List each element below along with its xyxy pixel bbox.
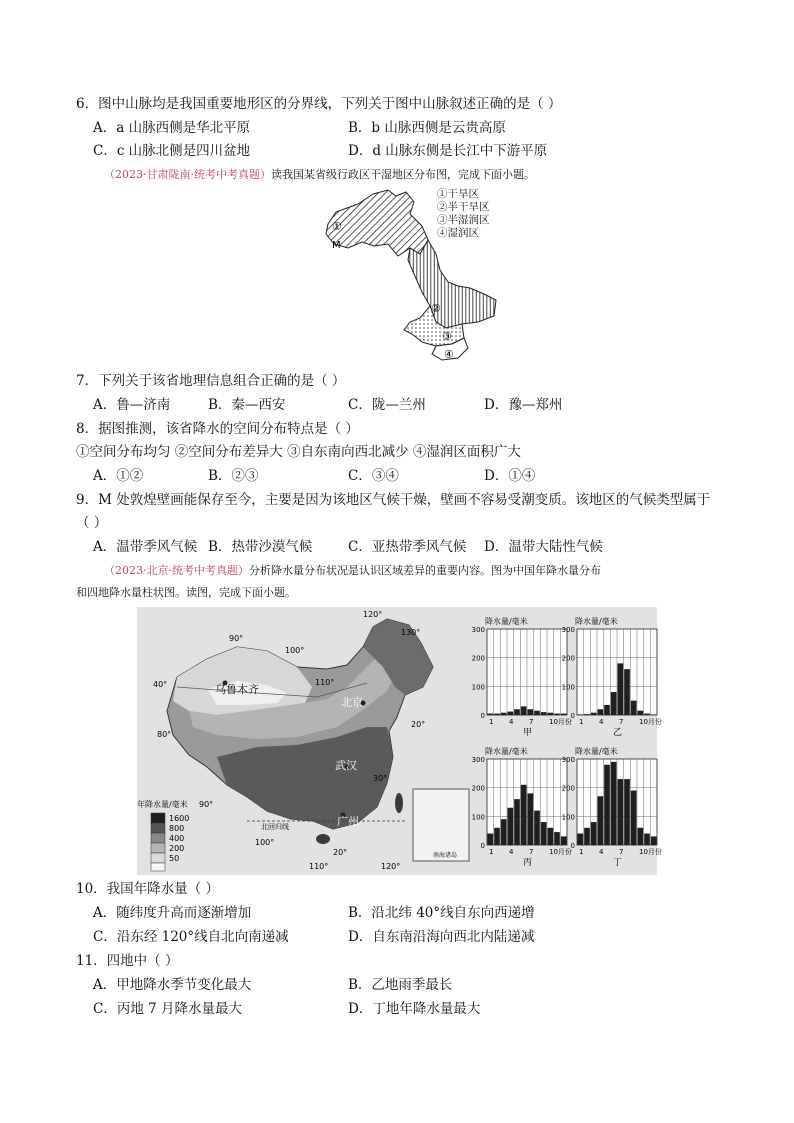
chart-ytick: 300 [561,756,575,764]
chart-bar [548,828,554,845]
label-m: M [332,240,341,251]
q10-option-b[interactable]: B．沿北纬 40°线自东向西递增 [348,905,535,921]
chart-bar [554,832,560,845]
q8-option-a[interactable]: A．①② [93,468,144,484]
q11-stem: 11．四地中（ ） [76,953,179,969]
chart-name: 丁 [613,858,623,868]
chart-bar [591,822,597,845]
legend-200: 200 [169,844,185,853]
q10-stem: 10．我国年降水量（ ） [76,881,219,897]
chart-xtick: 7 [619,718,624,726]
chart-xtick: 4 [599,718,604,726]
chart-bar [494,828,500,845]
legend-arid: ①干旱区 [437,188,479,200]
lon-110-mid: 110° [315,678,335,687]
chart-bar [548,713,554,715]
lon-120-bottom: 120° [381,862,401,871]
q7-stem: 7．下列关于该省地理信息组合正确的是（ ） [76,373,346,389]
chart-ylabel: 降水量/毫米 [485,617,528,626]
q7-option-d[interactable]: D．豫—郑州 [484,397,563,413]
q6-stem: 6．图中山脉均是我国重要地形区的分界线，下列关于图中山脉叙述正确的是（ ） [76,96,562,112]
q6-option-c[interactable]: C．c 山脉北侧是四川盆地 [93,143,251,159]
q11-option-c[interactable]: C．丙地 7 月降水量最大 [93,1001,243,1017]
chart-bar [528,793,534,845]
chart-bar [638,828,644,845]
chart-ytick: 0 [570,842,575,850]
q7-option-b[interactable]: B．秦—西安 [208,397,286,413]
source-note-1 [104,167,535,183]
source-tag: （2023·北京·统考中考真题） [104,564,249,577]
chart-bar [611,692,617,715]
chart-ytick: 0 [570,712,575,720]
chart-name: 甲 [523,728,533,738]
legend-semi-humid: ③半湿润区 [437,214,490,226]
legend-humid: ④湿润区 [437,227,479,239]
q6-option-b[interactable]: B．b 山脉西侧是云贵高原 [348,120,506,136]
legend-800: 800 [169,824,185,833]
chart-bar [584,828,590,845]
chart-bar [508,808,514,845]
lon-130-top: 130° [401,628,421,637]
q7-option-c[interactable]: C．陇—兰州 [348,397,426,413]
q8-items: ①空间分布均匀 ②空间分布差异大 ③自东南向西北减少 ④湿润区面积广大 [76,444,521,460]
chart-ylabel: 降水量/毫米 [575,617,618,626]
chart-bar [501,713,507,715]
precip-legend-title: 年降水量/毫米 [137,800,188,809]
chart-ytick: 100 [471,813,485,822]
chart-bar [624,779,630,845]
chart-bar [651,836,657,845]
q10-option-c[interactable]: C．沿东经 120°线自北向南递减 [93,929,289,945]
chart-name: 乙 [613,728,623,738]
chart-bar [514,799,520,845]
lon-110-bottom: 110° [309,862,329,871]
chart-bar [521,706,527,715]
legend-50: 50 [169,854,180,863]
chart-bar [554,714,560,715]
chart-ylabel: 降水量/毫米 [485,747,528,756]
q6-option-a[interactable]: A．a 山脉西侧是华北平原 [93,120,251,136]
chart-bar [561,836,567,845]
chart-bar [488,834,494,845]
chart-ytick: 300 [561,626,575,634]
lon-120-top: 120° [363,610,383,619]
chart-bar [541,822,547,845]
q9-option-a[interactable]: A．温带季风气候 [93,539,198,555]
chart-bar [584,714,590,715]
chart-bar [541,712,547,715]
chart-bar [534,711,540,715]
chart-ytick: 100 [561,813,575,822]
q8-option-d[interactable]: D．①④ [484,468,536,484]
chart-bar [604,705,610,715]
chart-bar [514,709,520,715]
lon-100-top: 100° [285,646,305,655]
q8-option-c[interactable]: C．③④ [348,468,399,484]
chart-bar [644,834,650,845]
chart-ytick: 200 [561,784,575,793]
south-china-sea-inset [413,789,469,861]
city-guangzhou: 广州 [337,815,359,828]
chart-bar [578,714,584,715]
chart-ytick: 0 [480,842,485,850]
chart-bar [501,819,507,845]
chart-bar [598,709,604,715]
source-text: 读我国某省级行政区干湿地区分布图，完成下面小题。 [271,168,535,181]
chart-xtick: 7 [619,848,624,856]
chart-bar [561,714,567,715]
source-note-2 [104,563,601,579]
source-text: 分析降水量分布状况是认识区域差异的重要内容。图为中国年降水量分布 [249,564,601,577]
china-map-svg [137,607,662,875]
chart-bar [578,834,584,845]
lat-30: 30° [373,774,388,783]
chart-ytick: 0 [480,712,485,720]
q7-option-a[interactable]: A．鲁—济南 [93,397,171,413]
q10-option-d[interactable]: D．自东南沿海向西北内陆递减 [348,929,535,945]
lat-20a: 20° [411,720,426,729]
chart-xtick: 4 [599,848,604,856]
q6-option-d[interactable]: D．d 山脉东侧是长江中下游平原 [348,143,548,159]
chart-bar [604,765,610,845]
region-2-label: ② [431,302,441,315]
source-tag: （2023·甘肃陇南·统考中考真题） [104,168,271,181]
chart-xtick: 1 [489,848,494,856]
chart-xtick: 4 [509,848,514,856]
chart-bar [631,791,637,845]
city-wuhan: 武汉 [335,759,357,772]
chart-bar [638,711,644,715]
semi-arid-region [408,240,496,328]
chart-xtick: 1 [579,718,584,726]
chart-bar [618,663,624,715]
legend-semi-arid: ②半干旱区 [437,201,490,213]
chart-bar [591,713,597,715]
legend-400: 400 [169,834,185,843]
chart-bar [651,714,657,715]
q11-option-b[interactable]: B．乙地雨季最长 [348,977,453,993]
city-beijing: 北京 [341,696,363,709]
chart-bar [528,709,534,715]
lon-90-bottom: 90° [199,800,214,809]
chart-xtick: 10月份 [549,718,572,726]
chart-ytick: 300 [471,626,485,634]
region-1-label: ① [332,220,342,233]
q10-option-a[interactable]: A．随纬度升高而逐渐增加 [93,905,252,921]
lon-90-top: 90° [229,634,244,643]
lat-40: 40° [153,680,168,689]
china-precipitation-figure [137,607,662,875]
q9-stem-cont: （ ） [76,515,108,531]
chart-bar [618,779,624,845]
q11-option-a[interactable]: A．甲地降水季节变化最大 [93,977,252,993]
q11-option-d[interactable]: D．丁地年降水量最大 [348,1001,481,1017]
q9-stem: 9．M 处敦煌壁画能保存至今，主要是因为该地区气候干燥，壁画不容易受潮变质。该地区的气候类型属于 [76,492,711,508]
chart-ytick: 100 [471,683,485,692]
lat-20b: 20° [333,848,348,857]
lon-80-left: 80° [157,730,172,739]
chart-bar [644,714,650,715]
chart-bar [494,714,500,715]
tropic-label: 北回归线 [261,823,289,831]
chart-xtick: 7 [529,718,534,726]
chart-xtick: 10月份 [549,848,572,856]
chart-bar [624,669,630,715]
chart-xtick: 1 [579,848,584,856]
chart-xtick: 10月份 [639,718,662,726]
chart-bar [508,712,514,715]
chart-name: 丙 [523,858,533,868]
region-4-label: ④ [444,348,454,361]
lon-100-bottom: 100° [255,838,275,847]
chart-xtick: 1 [489,718,494,726]
q9-option-c[interactable]: C．亚热带季风气候 [348,539,467,555]
legend-1600: 1600 [169,814,190,823]
region-3-label: ③ [442,330,452,343]
chart-ytick: 300 [471,756,485,764]
chart-bar [631,701,637,715]
q8-option-b[interactable]: B．②③ [208,468,259,484]
inset-label: 南海诸岛 [433,852,458,859]
chart-bar [488,714,494,715]
chart-bar [534,811,540,845]
chart-bar [611,762,617,845]
chart-ylabel: 降水量/毫米 [575,747,618,756]
chart-ytick: 100 [561,683,575,692]
chart-bar [598,796,604,845]
city-urumqi: 乌鲁木齐 [215,683,259,696]
chart-ytick: 200 [561,654,575,663]
chart-bar [521,785,527,845]
q9-option-b[interactable]: B．热带沙漠气候 [208,539,313,555]
q9-option-d[interactable]: D．温带大陆性气候 [484,539,603,555]
chart-xtick: 10月份 [639,848,662,856]
chart-xtick: 7 [529,848,534,856]
source-note-2-cont: 和四地降水量柱状图。读图，完成下面小题。 [76,586,296,599]
chart-ytick: 200 [471,784,485,793]
chart-xtick: 4 [509,718,514,726]
q8-stem: 8．据图推测，该省降水的空间分布特点是（ ） [76,421,359,437]
chart-ytick: 200 [471,654,485,663]
